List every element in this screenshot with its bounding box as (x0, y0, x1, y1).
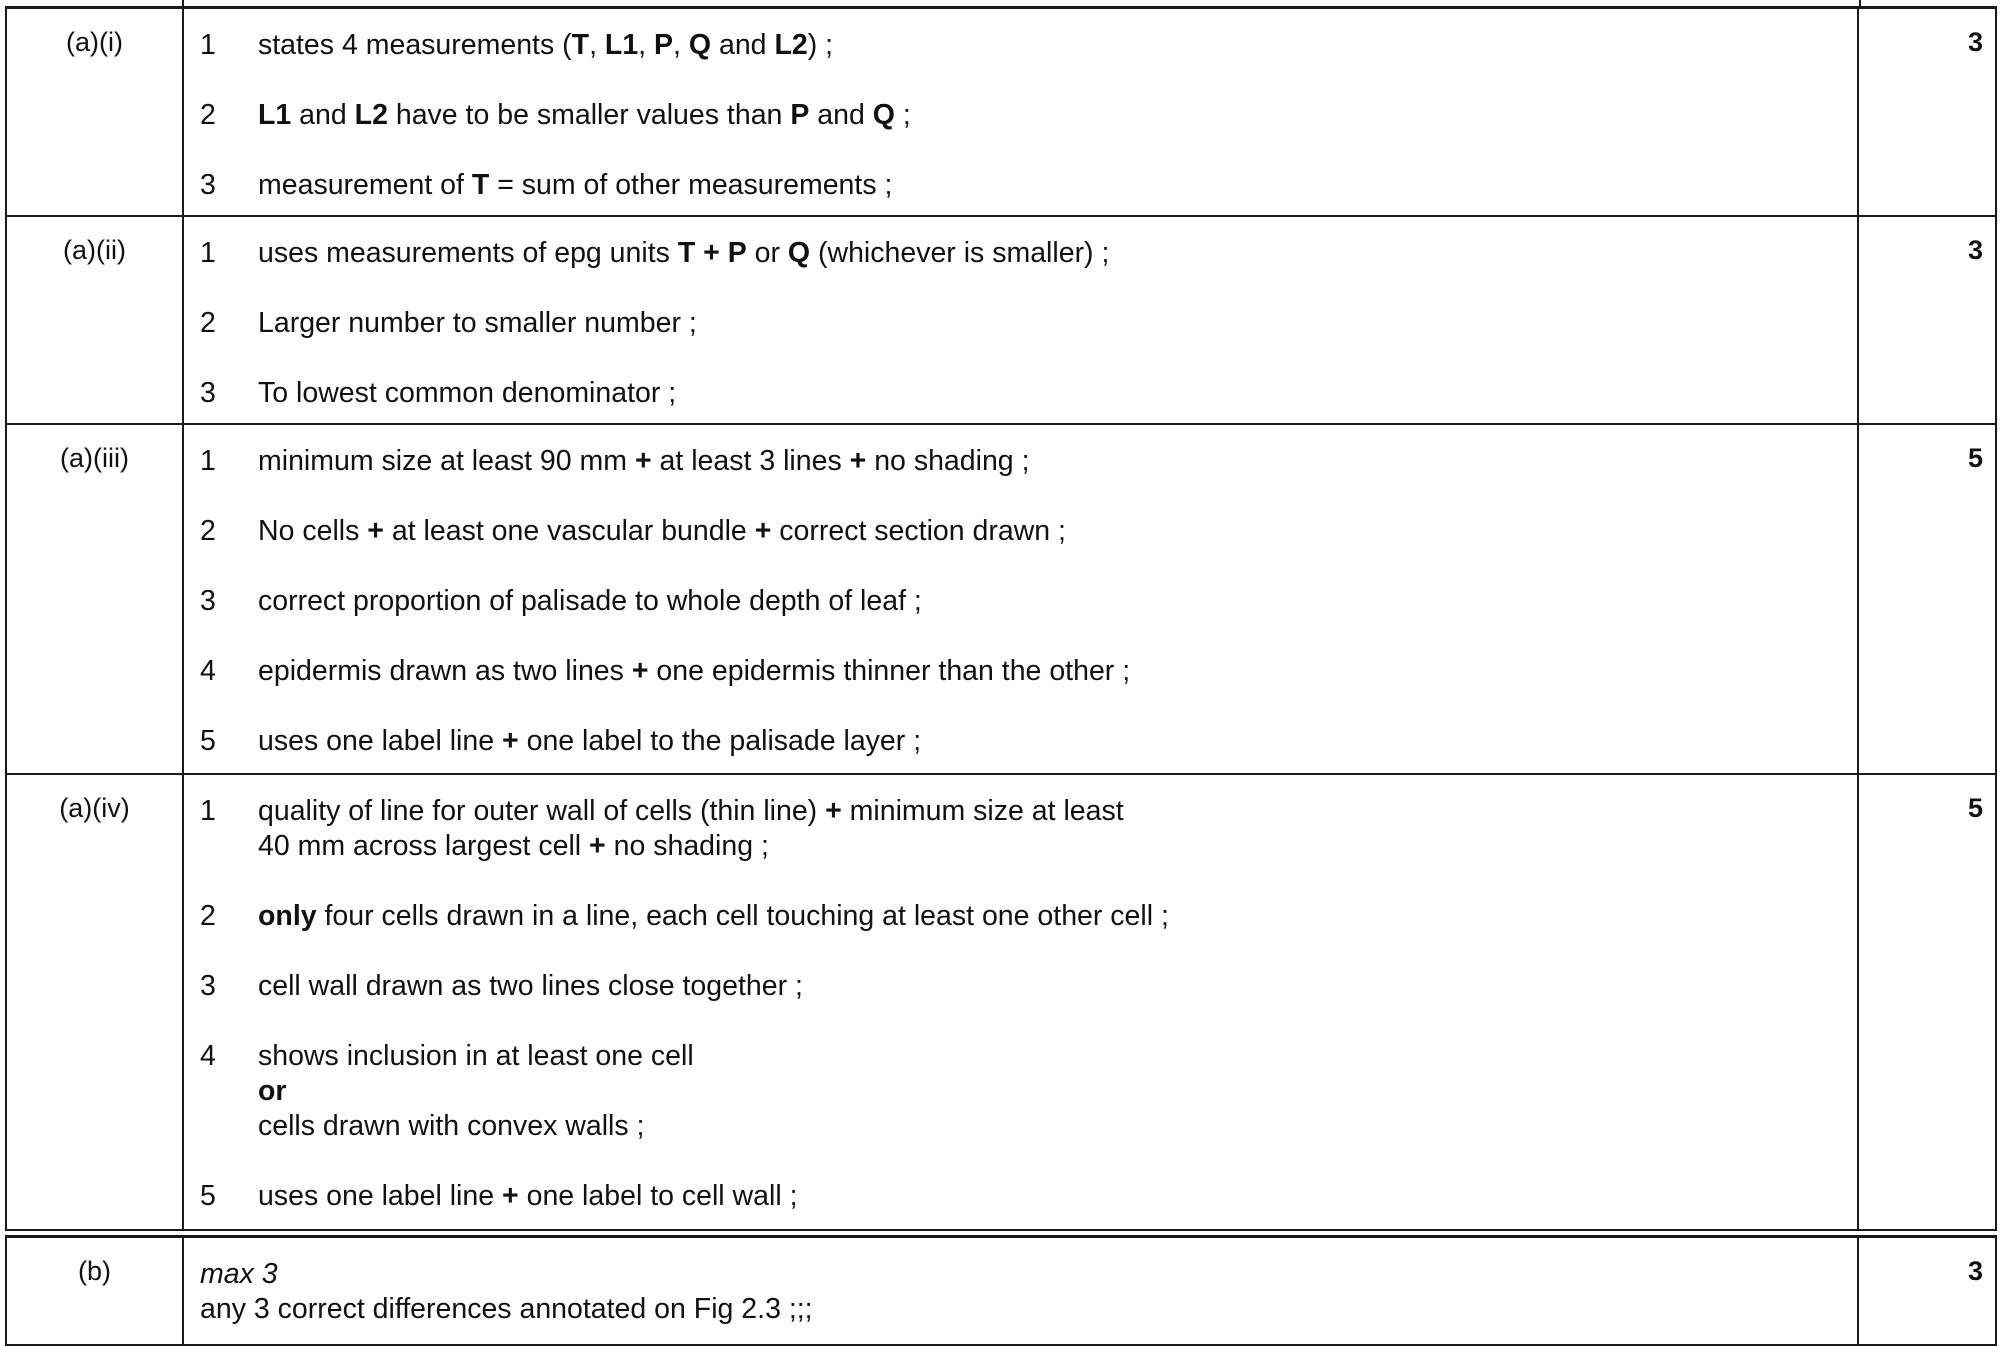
marks-value: 3 (1858, 216, 1996, 424)
point-number: 2 (200, 99, 216, 131)
point-text: quality of line for outer wall of cells (thin line) + minimum size at least 40 mm across largest cell + no shading ; (258, 795, 1124, 862)
point-number: 1 (200, 237, 216, 269)
marking-point (184, 236, 1857, 271)
answer-line: any 3 correct differences annotated on Fig 2.3 ;;; (200, 1293, 813, 1325)
point-number: 2 (200, 307, 216, 339)
point-text: L1 and L2 have to be smaller values than P and Q ; (258, 99, 911, 131)
marking-point (184, 28, 1857, 63)
point-number: 1 (200, 795, 216, 827)
marks-value: 5 (1858, 774, 1996, 1230)
marking-point (184, 98, 1857, 133)
marks-value: 3 (1858, 1237, 1996, 1345)
point-text: shows inclusion in at least one cell or cells drawn with convex walls ; (258, 1040, 694, 1142)
point-text: correct proportion of palisade to whole depth of leaf ; (258, 585, 922, 617)
marking-point (184, 444, 1857, 479)
point-text: To lowest common denominator ; (258, 377, 677, 409)
point-text: only four cells drawn in a line, each cell touching at least one other cell ; (258, 900, 1169, 932)
answer-points (183, 216, 1858, 424)
max-marks-note: max 3 (200, 1258, 278, 1290)
question-row-a-i (6, 8, 1996, 217)
marking-point (184, 794, 1857, 864)
point-text: uses one label line + one label to the palisade layer ; (258, 725, 922, 757)
question-row-b (6, 1237, 1996, 1345)
point-text: states 4 measurements (T, L1, P, Q and L2) ; (258, 29, 834, 61)
point-number: 2 (200, 900, 216, 932)
point-number: 4 (200, 1040, 216, 1072)
point-number: 3 (200, 169, 216, 201)
point-text: No cells + at least one vascular bundle + correct section drawn ; (258, 515, 1066, 547)
question-number: (a)(iii) (6, 424, 183, 774)
point-number: 3 (200, 377, 216, 409)
marking-point (184, 584, 1857, 619)
point-number: 2 (200, 515, 216, 547)
marks-value: 5 (1858, 424, 1996, 774)
marks-value: 3 (1858, 8, 1996, 217)
marking-point (184, 1039, 1857, 1144)
question-row-a-iv (6, 774, 1996, 1230)
marking-point (184, 724, 1857, 759)
question-row-a-iii (6, 424, 1996, 774)
question-number: (a)(i) (6, 8, 183, 217)
point-text: uses measurements of epg units T + P or Q (whichever is smaller) ; (258, 237, 1110, 269)
marking-point (184, 514, 1857, 549)
point-text: measurement of T = sum of other measurements ; (258, 169, 893, 201)
question-number: (a)(ii) (6, 216, 183, 424)
marking-point (184, 168, 1857, 203)
question-row-a-ii (6, 216, 1996, 424)
mark-scheme-table (5, 6, 1997, 1231)
marking-point (184, 969, 1857, 1004)
marking-point (184, 1179, 1857, 1214)
marking-point (184, 899, 1857, 934)
point-text: minimum size at least 90 mm + at least 3 lines + no shading ; (258, 445, 1030, 477)
question-number: (b) (6, 1237, 183, 1345)
answer-points (183, 424, 1858, 774)
point-number: 5 (200, 725, 216, 757)
answer-text (183, 1237, 1858, 1345)
mark-scheme-table-b (5, 1235, 1997, 1346)
marking-point (184, 306, 1857, 341)
point-text: Larger number to smaller number ; (258, 307, 697, 339)
point-text: cell wall drawn as two lines close together ; (258, 970, 803, 1002)
point-text: epidermis drawn as two lines + one epidermis thinner than the other ; (258, 655, 1131, 687)
point-number: 5 (200, 1180, 216, 1212)
point-number: 1 (200, 29, 216, 61)
point-number: 3 (200, 970, 216, 1002)
answer-points (183, 774, 1858, 1230)
point-number: 4 (200, 655, 216, 687)
marking-point (184, 376, 1857, 411)
point-text: uses one label line + one label to cell wall ; (258, 1180, 798, 1212)
answer-points (183, 8, 1858, 217)
question-number: (a)(iv) (6, 774, 183, 1230)
marking-point (184, 654, 1857, 689)
point-number: 3 (200, 585, 216, 617)
point-number: 1 (200, 445, 216, 477)
